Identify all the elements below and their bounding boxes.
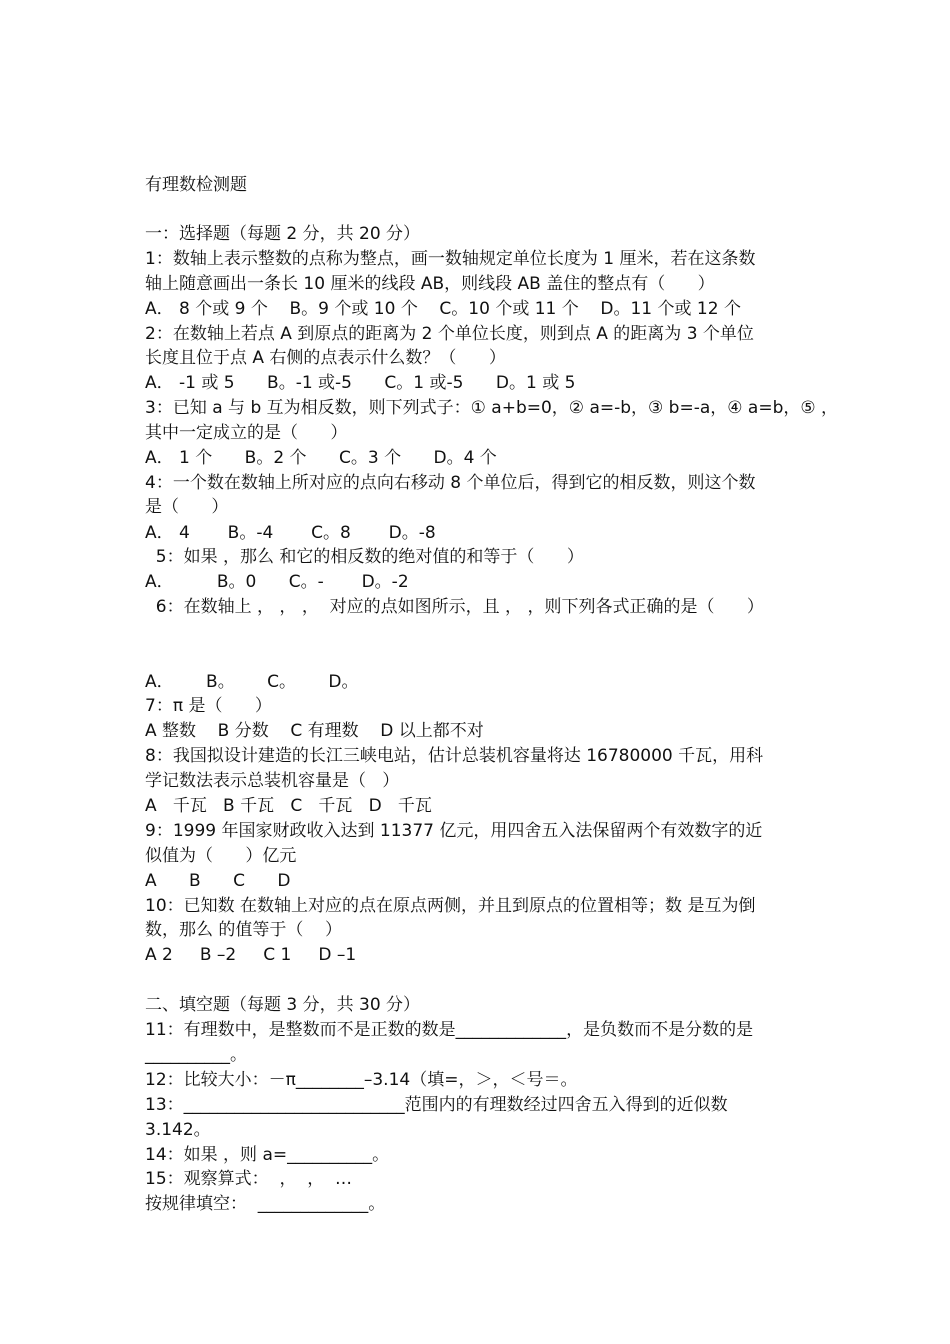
q7-options: A 整数 B 分数 C 有理数 D 以上都不对	[145, 721, 484, 741]
q2-line-1: 2：在数轴上若点 A 到原点的距离为 2 个单位长度，则到点 A 的距离为 3 个单位	[145, 324, 754, 344]
q1-line-1: 1：数轴上表示整数的点称为整点，画一数轴规定单位长度为 1 厘米，若在这条数	[145, 249, 756, 269]
q6-line-1: 6：在数轴上 ， ， ， 对应的点如图所示，且 ， ，则下列各式正确的是（ ）	[145, 597, 764, 617]
q10-options: A 2 B –2 C 1 D –1	[145, 945, 357, 965]
q8-line-2: 学记数法表示总装机容量是（ ）	[145, 771, 400, 791]
q2-line-2: 长度且位于点 A 右侧的点表示什么数？（ ）	[145, 348, 506, 368]
doc-title: 有理数检测题	[145, 175, 247, 195]
q5-line-1: 5：如果 ，那么 和它的相反数的绝对值的和等于（ ）	[145, 547, 584, 567]
q9-options: A B C D	[145, 871, 291, 891]
q13-line-2: 3.142。	[145, 1120, 211, 1140]
q9-line-2: 似值为（ ）亿元	[145, 846, 297, 866]
q4-line-2: 是（ ）	[145, 497, 229, 517]
q3-line-1: 3：已知 a 与 b 互为相反数，则下列式子：① a+b=0，② a=-b，③ b=-a，④ a=b，⑤ ，	[145, 398, 838, 418]
q8-line-1: 8：我国拟设计建造的长江三峡电站，估计总装机容量将达 16780000 千瓦，用科	[145, 746, 764, 766]
q3-line-2: 其中一定成立的是（ ）	[145, 423, 348, 443]
q12-line-1: 12：比较大小：－π________–3.14（填=，＞，＜号＝。	[145, 1070, 578, 1090]
q11-line-2: __________。	[145, 1045, 247, 1065]
q2-options: A． -1 或 5 B。-1 或-5 C。1 或-5 D。1 或 5	[145, 373, 576, 393]
q5-options: A． B。0 C。- D。-2	[145, 572, 409, 592]
q15-line-2: 按规律填空： _____________。	[145, 1194, 386, 1214]
q10-line-2: 数，那么 的值等于（ ）	[145, 920, 343, 940]
q13-line-1: 13：__________________________范围内的有理数经过四舍五入得到的近似数	[145, 1095, 728, 1115]
q1-options: A． 8 个或 9 个 B。9 个或 10 个 C。10 个或 11 个 D。11 个或 12 个	[145, 299, 741, 319]
section-1-heading: 一：选择题（每题 2 分，共 20 分）	[145, 224, 421, 244]
q4-options: A． 4 B。-4 C。8 D。-8	[145, 523, 436, 543]
q7-line-1: 7：π 是（ ）	[145, 696, 272, 716]
q14-line-1: 14：如果 ，则 a=__________。	[145, 1145, 390, 1165]
q8-options: A 千瓦 B 千瓦 C 千瓦 D 千瓦	[145, 796, 432, 816]
q4-line-1: 4：一个数在数轴上所对应的点向右移动 8 个单位后，得到它的相反数，则这个数	[145, 473, 756, 493]
q11-line-1: 11：有理数中，是整数而不是正数的数是_____________，是负数而不是分数的是	[145, 1020, 754, 1040]
q10-line-1: 10：已知数 在数轴上对应的点在原点两侧，并且到原点的位置相等；数 是互为倒	[145, 896, 756, 916]
q3-options: A． 1 个 B。2 个 C。3 个 D。4 个	[145, 448, 497, 468]
q6-options: A． B。 C。 D。	[145, 672, 359, 692]
q1-line-2: 轴上随意画出一条长 10 厘米的线段 AB，则线段 AB 盖住的整点有（ ）	[145, 274, 715, 294]
q9-line-1: 9：1999 年国家财政收入达到 11377 亿元，用四舍五入法保留两个有效数字的近	[145, 821, 763, 841]
q15-line-1: 15：观察算式： ， ， …	[145, 1169, 353, 1189]
section-2-heading: 二、填空题（每题 3 分，共 30 分）	[145, 995, 421, 1015]
